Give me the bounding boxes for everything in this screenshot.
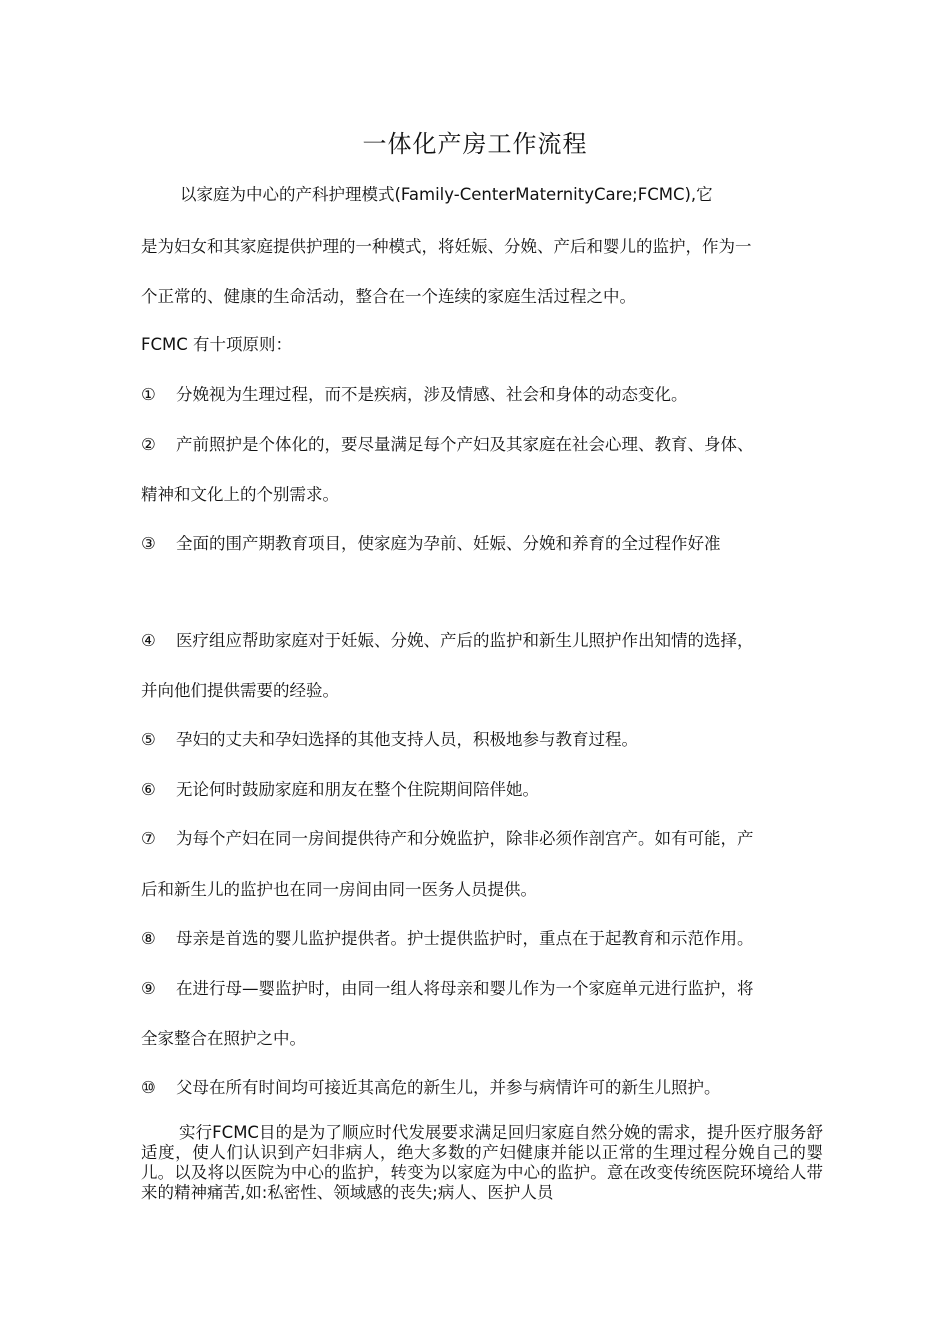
principle-number: ⑥ xyxy=(141,780,156,799)
intro-line-2: 是为妇女和其家庭提供护理的一种模式，将妊娠、分娩、产后和婴儿的监护，作为一 xyxy=(141,237,752,256)
principle-item-5 xyxy=(141,726,821,750)
principle-text: 在进行母—婴监护时，由同一组人将母亲和婴儿作为一个家庭单元进行监护，将 xyxy=(176,979,754,998)
principle-text: 孕妇的丈夫和孕妇选择的其他支持人员，积极地参与教育过程。 xyxy=(176,730,638,749)
document-title: 一体化产房工作流程 xyxy=(362,130,588,158)
principle-number: ⑨ xyxy=(141,979,156,998)
principle-text: 为每个产妇在同一房间提供待产和分娩监护，除非必须作剖宫产。如有可能，产 xyxy=(176,829,754,848)
principle-number: ⑧ xyxy=(141,929,156,948)
principle-text: 无论何时鼓励家庭和朋友在整个住院期间陪伴她。 xyxy=(176,780,539,799)
principles-heading: FCMC 有十项原则： xyxy=(141,335,293,354)
principle-text: 医疗组应帮助家庭对于妊娠、分娩、产后的监护和新生儿照护作出知情的选择， xyxy=(176,631,754,650)
principle-item-4-continued: 并向他们提供需要的经验。 xyxy=(141,681,339,700)
principle-item-7 xyxy=(141,825,821,849)
principle-number: ⑩ xyxy=(141,1078,156,1097)
principle-number: ④ xyxy=(141,631,156,650)
principle-item-1 xyxy=(141,381,821,405)
principle-item-8 xyxy=(141,925,821,949)
principle-item-7-continued: 后和新生儿的监护也在同一房间由同一医务人员提供。 xyxy=(141,880,537,899)
principle-item-10 xyxy=(141,1074,821,1098)
principle-number: ⑤ xyxy=(141,730,156,749)
principle-number: ① xyxy=(141,385,156,404)
principle-item-2-continued: 精神和文化上的个别需求。 xyxy=(141,485,339,504)
principle-number: ⑦ xyxy=(141,829,156,848)
principle-text: 产前照护是个体化的，要尽量满足每个产妇及其家庭在社会心理、教育、身体、 xyxy=(176,435,754,454)
closing-paragraph: 实行FCMC目的是为了顺应时代发展要求满足回归家庭自然分娩的需求，提升医疗服务舒适度，使人们认识到产妇非病人，绝大多数的产妇健康并能以正常的生理过程分娩自己的婴儿。以及将以医院为中心的监护，转变为以家庭为中心的监护。意在改变传统医院环境给人带来的精神痛苦,如:私密性、领域感的丧失;病人、医护人员 xyxy=(141,1123,823,1202)
principle-text: 分娩视为生理过程，而不是疾病，涉及情感、社会和身体的动态变化。 xyxy=(176,385,688,404)
intro-line-3: 个正常的、健康的生命活动，整合在一个连续的家庭生活过程之中。 xyxy=(141,287,636,306)
principle-text: 母亲是首选的婴儿监护提供者。护士提供监护时，重点在于起教育和示范作用。 xyxy=(176,929,754,948)
principle-text: 父母在所有时间均可接近其高危的新生儿，并参与病情许可的新生儿照护。 xyxy=(176,1078,721,1097)
principle-text: 全面的围产期教育项目，使家庭为孕前、妊娠、分娩和养育的全过程作好准 xyxy=(176,534,721,553)
principle-item-9-continued: 全家整合在照护之中。 xyxy=(141,1029,306,1048)
principle-item-2 xyxy=(141,431,821,455)
principle-item-3 xyxy=(141,530,821,554)
principle-number: ② xyxy=(141,435,156,454)
principle-item-4 xyxy=(141,627,821,651)
principle-item-9 xyxy=(141,975,821,999)
intro-line-1: 以家庭为中心的产科护理模式(Family-CenterMaternityCare;FCMC),它 xyxy=(180,185,713,204)
principle-number: ③ xyxy=(141,534,156,553)
principle-item-6 xyxy=(141,776,821,800)
